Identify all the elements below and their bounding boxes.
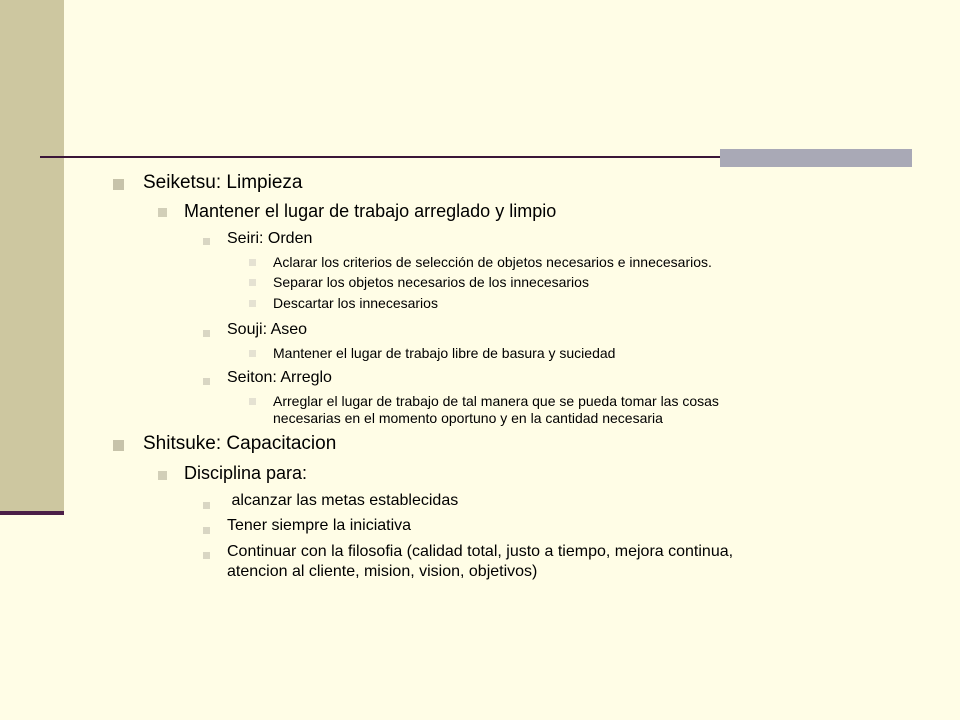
square-bullet-icon [113, 440, 124, 451]
square-bullet-icon [203, 378, 210, 385]
square-bullet-icon [249, 398, 256, 405]
square-bullet-icon [203, 552, 210, 559]
square-bullet-icon [203, 238, 210, 245]
bullet-level-3: Seiton: Arreglo [227, 369, 332, 386]
square-bullet-icon [158, 471, 167, 480]
bullet-level-3: Souji: Aseo [227, 321, 308, 338]
bullet-level-2: Disciplina para: [184, 463, 308, 483]
bullet-level-4-continuation: necesarias en el momento oportuno y en la cantidad necesaria [273, 410, 663, 426]
bullet-level-4: Arreglar el lugar de trabajo de tal manera que se pueda tomar las cosas [273, 393, 719, 409]
bullet-level-4: Descartar los innecesarios [273, 295, 438, 311]
bullet-level-3: Continuar con la filosofia (calidad total, justo a tiempo, mejora continua, [227, 543, 734, 560]
square-bullet-icon [249, 300, 256, 307]
bullet-level-3: alcanzar las metas establecidas [227, 492, 459, 509]
bullet-level-3: Seiri: Orden [227, 230, 313, 247]
square-bullet-icon [113, 179, 124, 190]
bullet-level-4: Mantener el lugar de trabajo libre de basura y suciedad [273, 345, 616, 361]
bullet-level-4: Separar los objetos necesarios de los innecesarios [273, 274, 589, 290]
bullet-level-1: Seiketsu: Limpieza [143, 172, 303, 193]
square-bullet-icon [249, 350, 256, 357]
square-bullet-icon [203, 330, 210, 337]
square-bullet-icon [249, 279, 256, 286]
square-bullet-icon [203, 527, 210, 534]
square-bullet-icon [249, 259, 256, 266]
square-bullet-icon [203, 502, 210, 509]
bullet-level-4: Aclarar los criterios de selección de objetos necesarios e innecesarios. [273, 254, 712, 270]
bullet-level-3: Tener siempre la iniciativa [227, 517, 412, 534]
bullet-level-2: Mantener el lugar de trabajo arreglado y limpio [184, 201, 557, 221]
bullet-level-1: Shitsuke: Capacitacion [143, 433, 337, 454]
bullet-level-3-continuation: atencion al cliente, mision, vision, objetivos) [227, 563, 538, 580]
square-bullet-icon [158, 208, 167, 217]
